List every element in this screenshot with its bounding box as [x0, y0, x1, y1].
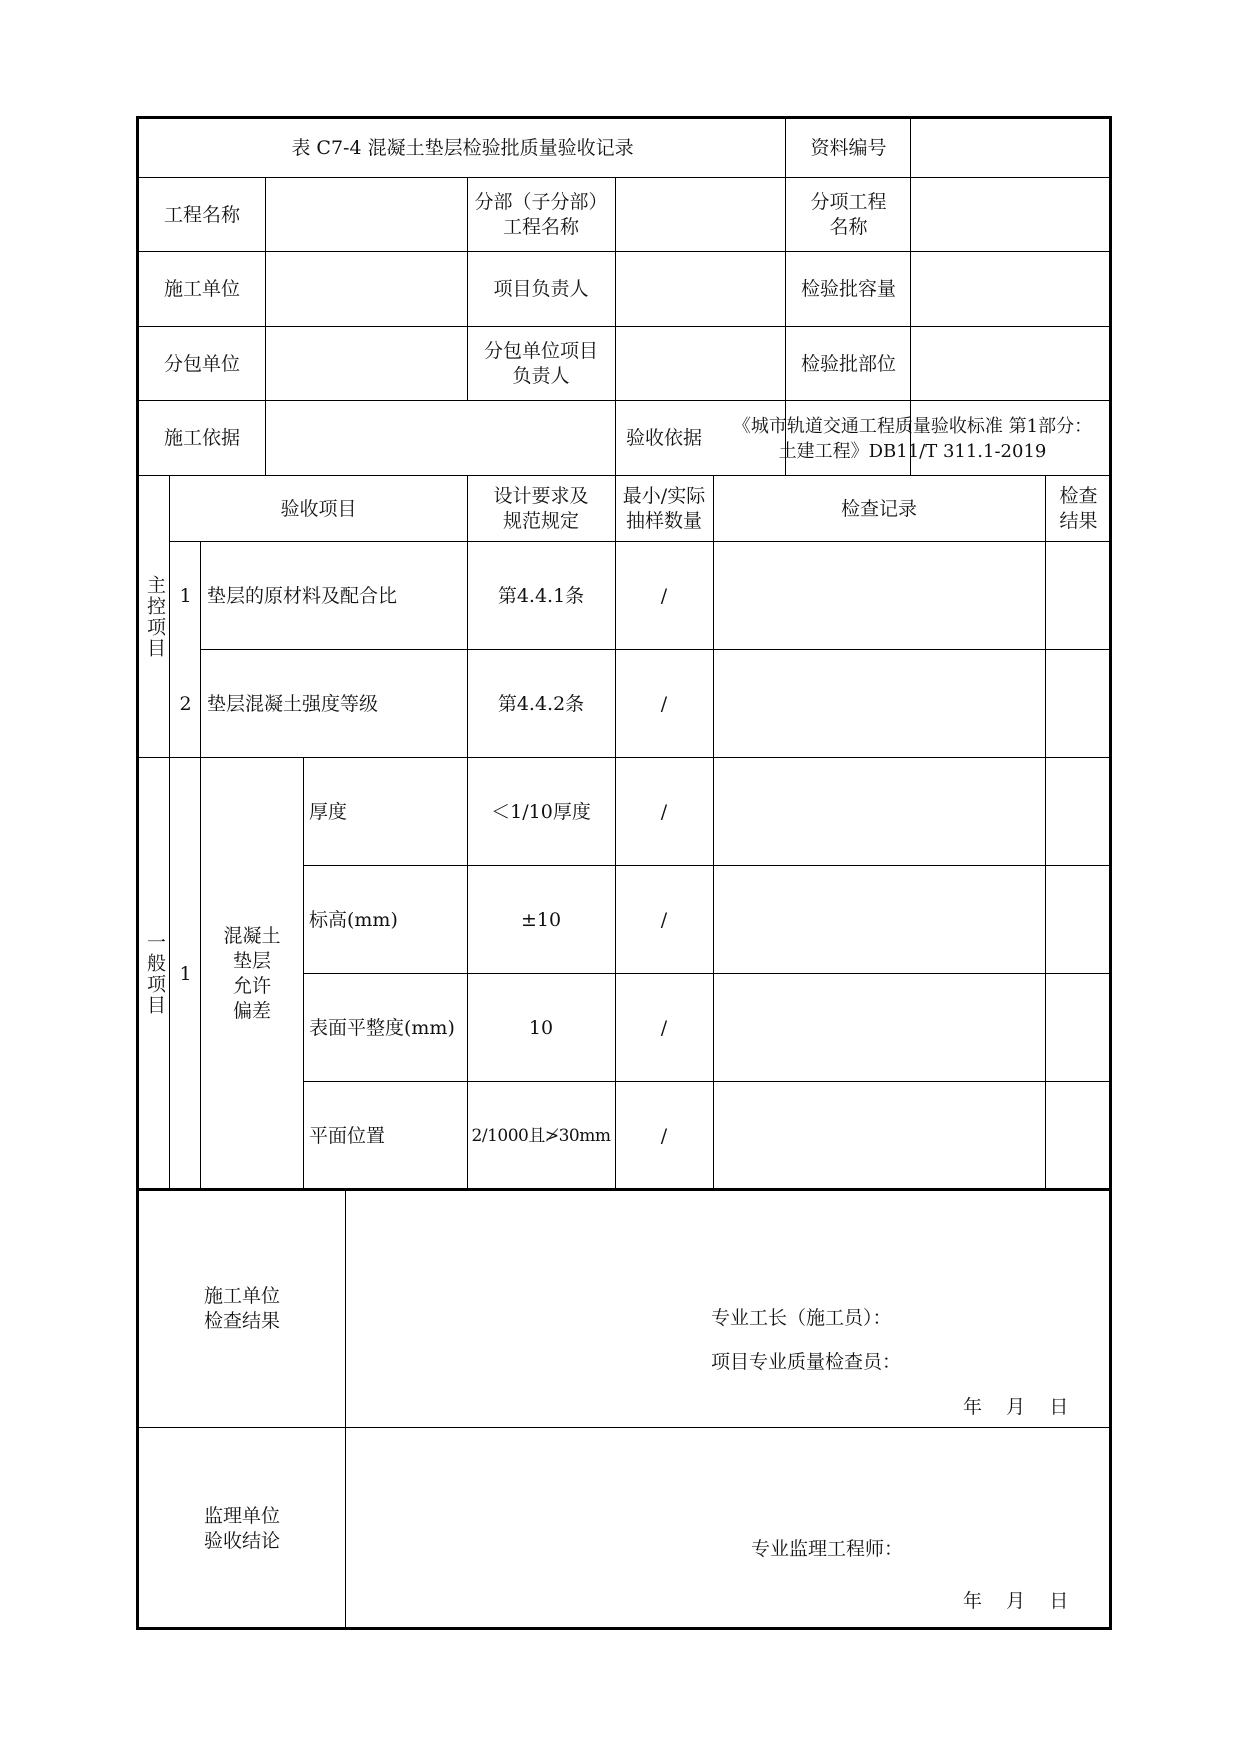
main-row-1-record[interactable]: [713, 542, 1045, 650]
col-sampling-header: 最小/实际 抽样数量: [622, 485, 706, 532]
batch-location-label: 检验批部位: [800, 352, 896, 375]
division-label: 分部（子分部） 工程名称: [474, 191, 608, 238]
general-row-3-requirement: 10: [528, 1016, 554, 1039]
grid-line: [910, 119, 911, 476]
contractor-date: 年 月 日: [963, 1396, 1069, 1418]
general-row-2-sampling: /: [660, 908, 668, 931]
grid-line: [201, 649, 1112, 650]
general-label: 一般项目: [144, 932, 166, 1016]
general-row-4-result[interactable]: [1045, 1082, 1112, 1190]
division-field[interactable]: [615, 178, 786, 252]
main-control-label: 主控项目: [144, 575, 166, 659]
grid-line: [785, 119, 786, 476]
batch-capacity-label: 检验批容量: [800, 278, 896, 300]
project-name-label: 工程名称: [163, 203, 240, 226]
main-row-2-no: 2: [179, 692, 192, 715]
general-row-1-record[interactable]: [713, 758, 1045, 866]
grid-line: [303, 865, 1112, 866]
doc-no-field[interactable]: [911, 119, 1112, 178]
basis-field[interactable]: [265, 401, 615, 476]
grid-line: [467, 476, 468, 1190]
general-row-4-item: 平面位置: [309, 1124, 386, 1147]
project-manager-field[interactable]: [615, 252, 786, 327]
acceptance-basis-label: 验收依据: [625, 427, 702, 449]
general-row-2-record[interactable]: [713, 866, 1045, 974]
grid-line: [265, 178, 266, 476]
grid-line: [139, 1427, 1112, 1428]
general-row-3-sampling: /: [660, 1016, 668, 1039]
acceptance-basis-value: 《城市轨道交通工程质量验收标准 第1部分： 土建工程》DB11/T 311.1-2019: [732, 415, 1093, 462]
grid-line: [139, 475, 1112, 476]
grid-line: [303, 973, 1112, 974]
grid-line: [713, 476, 714, 1190]
general-row-2-item: 标高(mm): [309, 908, 398, 931]
main-row-1-result[interactable]: [1045, 542, 1112, 650]
general-row-4-sampling: /: [660, 1124, 668, 1147]
subitem-label: 分项工程 名称: [810, 191, 887, 238]
grid-line: [303, 1081, 1112, 1082]
main-row-1-sampling: /: [660, 584, 668, 607]
grid-line: [139, 757, 1112, 758]
general-row-1-requirement: ＜1/10厚度: [491, 800, 591, 823]
foreman-signature-label: 专业工长（施工员）：: [711, 1307, 892, 1329]
general-row-4-record[interactable]: [713, 1082, 1045, 1190]
main-row-2-sampling: /: [660, 692, 668, 715]
subitem-field[interactable]: [911, 178, 1112, 252]
grid-line: [170, 541, 1112, 542]
col-item-header: 验收项目: [280, 497, 357, 520]
general-group-label: 混凝土 垫层 允许 偏差: [223, 925, 281, 1022]
main-row-2-item: 垫层混凝土强度等级: [207, 692, 379, 715]
general-row-3-record[interactable]: [713, 974, 1045, 1082]
contractor-field[interactable]: [265, 252, 467, 327]
grid-line: [345, 1190, 346, 1630]
subcontractor-field[interactable]: [265, 327, 467, 401]
grid-line: [467, 178, 468, 401]
project-manager-label: 项目负责人: [493, 278, 589, 300]
subcontractor-label: 分包单位: [163, 352, 240, 375]
col-requirement-header: 设计要求及 规范规定: [493, 485, 589, 532]
doc-no-label: 资料编号: [810, 137, 887, 159]
main-row-1-requirement: 第4.4.1条: [497, 584, 585, 607]
form-title: 表 C7-4 混凝土垫层检验批质量验收记录: [291, 137, 634, 159]
grid-line: [303, 758, 304, 1190]
general-row-3-result[interactable]: [1045, 974, 1112, 1082]
contractor-check-label: 施工单位 检查结果: [203, 1285, 280, 1332]
general-row-4-requirement: 2/1000且≯30mm: [471, 1125, 611, 1146]
grid-line: [615, 178, 616, 1190]
main-row-2-result[interactable]: [1045, 650, 1112, 758]
main-row-2-requirement: 第4.4.2条: [497, 692, 585, 715]
supervisor-engineer-signature-label: 专业监理工程师：: [751, 1538, 904, 1560]
general-row-2-result[interactable]: [1045, 866, 1112, 974]
grid-line: [139, 326, 1112, 327]
general-row-1-result[interactable]: [1045, 758, 1112, 866]
grid-line: [139, 251, 1112, 252]
main-row-2-record[interactable]: [713, 650, 1045, 758]
sub-manager-field[interactable]: [615, 327, 786, 401]
general-row-1-item: 厚度: [309, 800, 348, 823]
inspection-record-form: [136, 116, 1112, 1630]
supervisor-check-label: 监理单位 验收结论: [203, 1505, 280, 1552]
general-row-2-requirement: ±10: [520, 908, 562, 931]
grid-line: [139, 400, 1112, 401]
col-result-header: 检查 结果: [1059, 485, 1098, 532]
grid-line: [200, 542, 201, 1190]
contractor-label: 施工单位: [163, 278, 240, 300]
project-name-field[interactable]: [265, 178, 467, 252]
grid-line: [139, 177, 1112, 178]
batch-location-field[interactable]: [911, 327, 1112, 401]
batch-capacity-field[interactable]: [911, 252, 1112, 327]
general-row-3-item: 表面平整度(mm): [309, 1016, 455, 1039]
grid-line: [1045, 476, 1046, 1190]
main-row-1-no: 1: [179, 584, 192, 607]
basis-label: 施工依据: [163, 427, 240, 449]
main-row-1-item: 垫层的原材料及配合比: [207, 584, 398, 607]
col-record-header: 检查记录: [840, 497, 917, 520]
general-no: 1: [179, 962, 192, 985]
grid-line: [169, 476, 170, 1190]
grid-line: [139, 1188, 1112, 1191]
general-row-1-sampling: /: [660, 800, 668, 823]
supervisor-date: 年 月 日: [963, 1590, 1069, 1612]
sub-manager-label: 分包单位项目 负责人: [483, 340, 598, 387]
quality-inspector-signature-label: 项目专业质量检查员：: [711, 1351, 902, 1373]
